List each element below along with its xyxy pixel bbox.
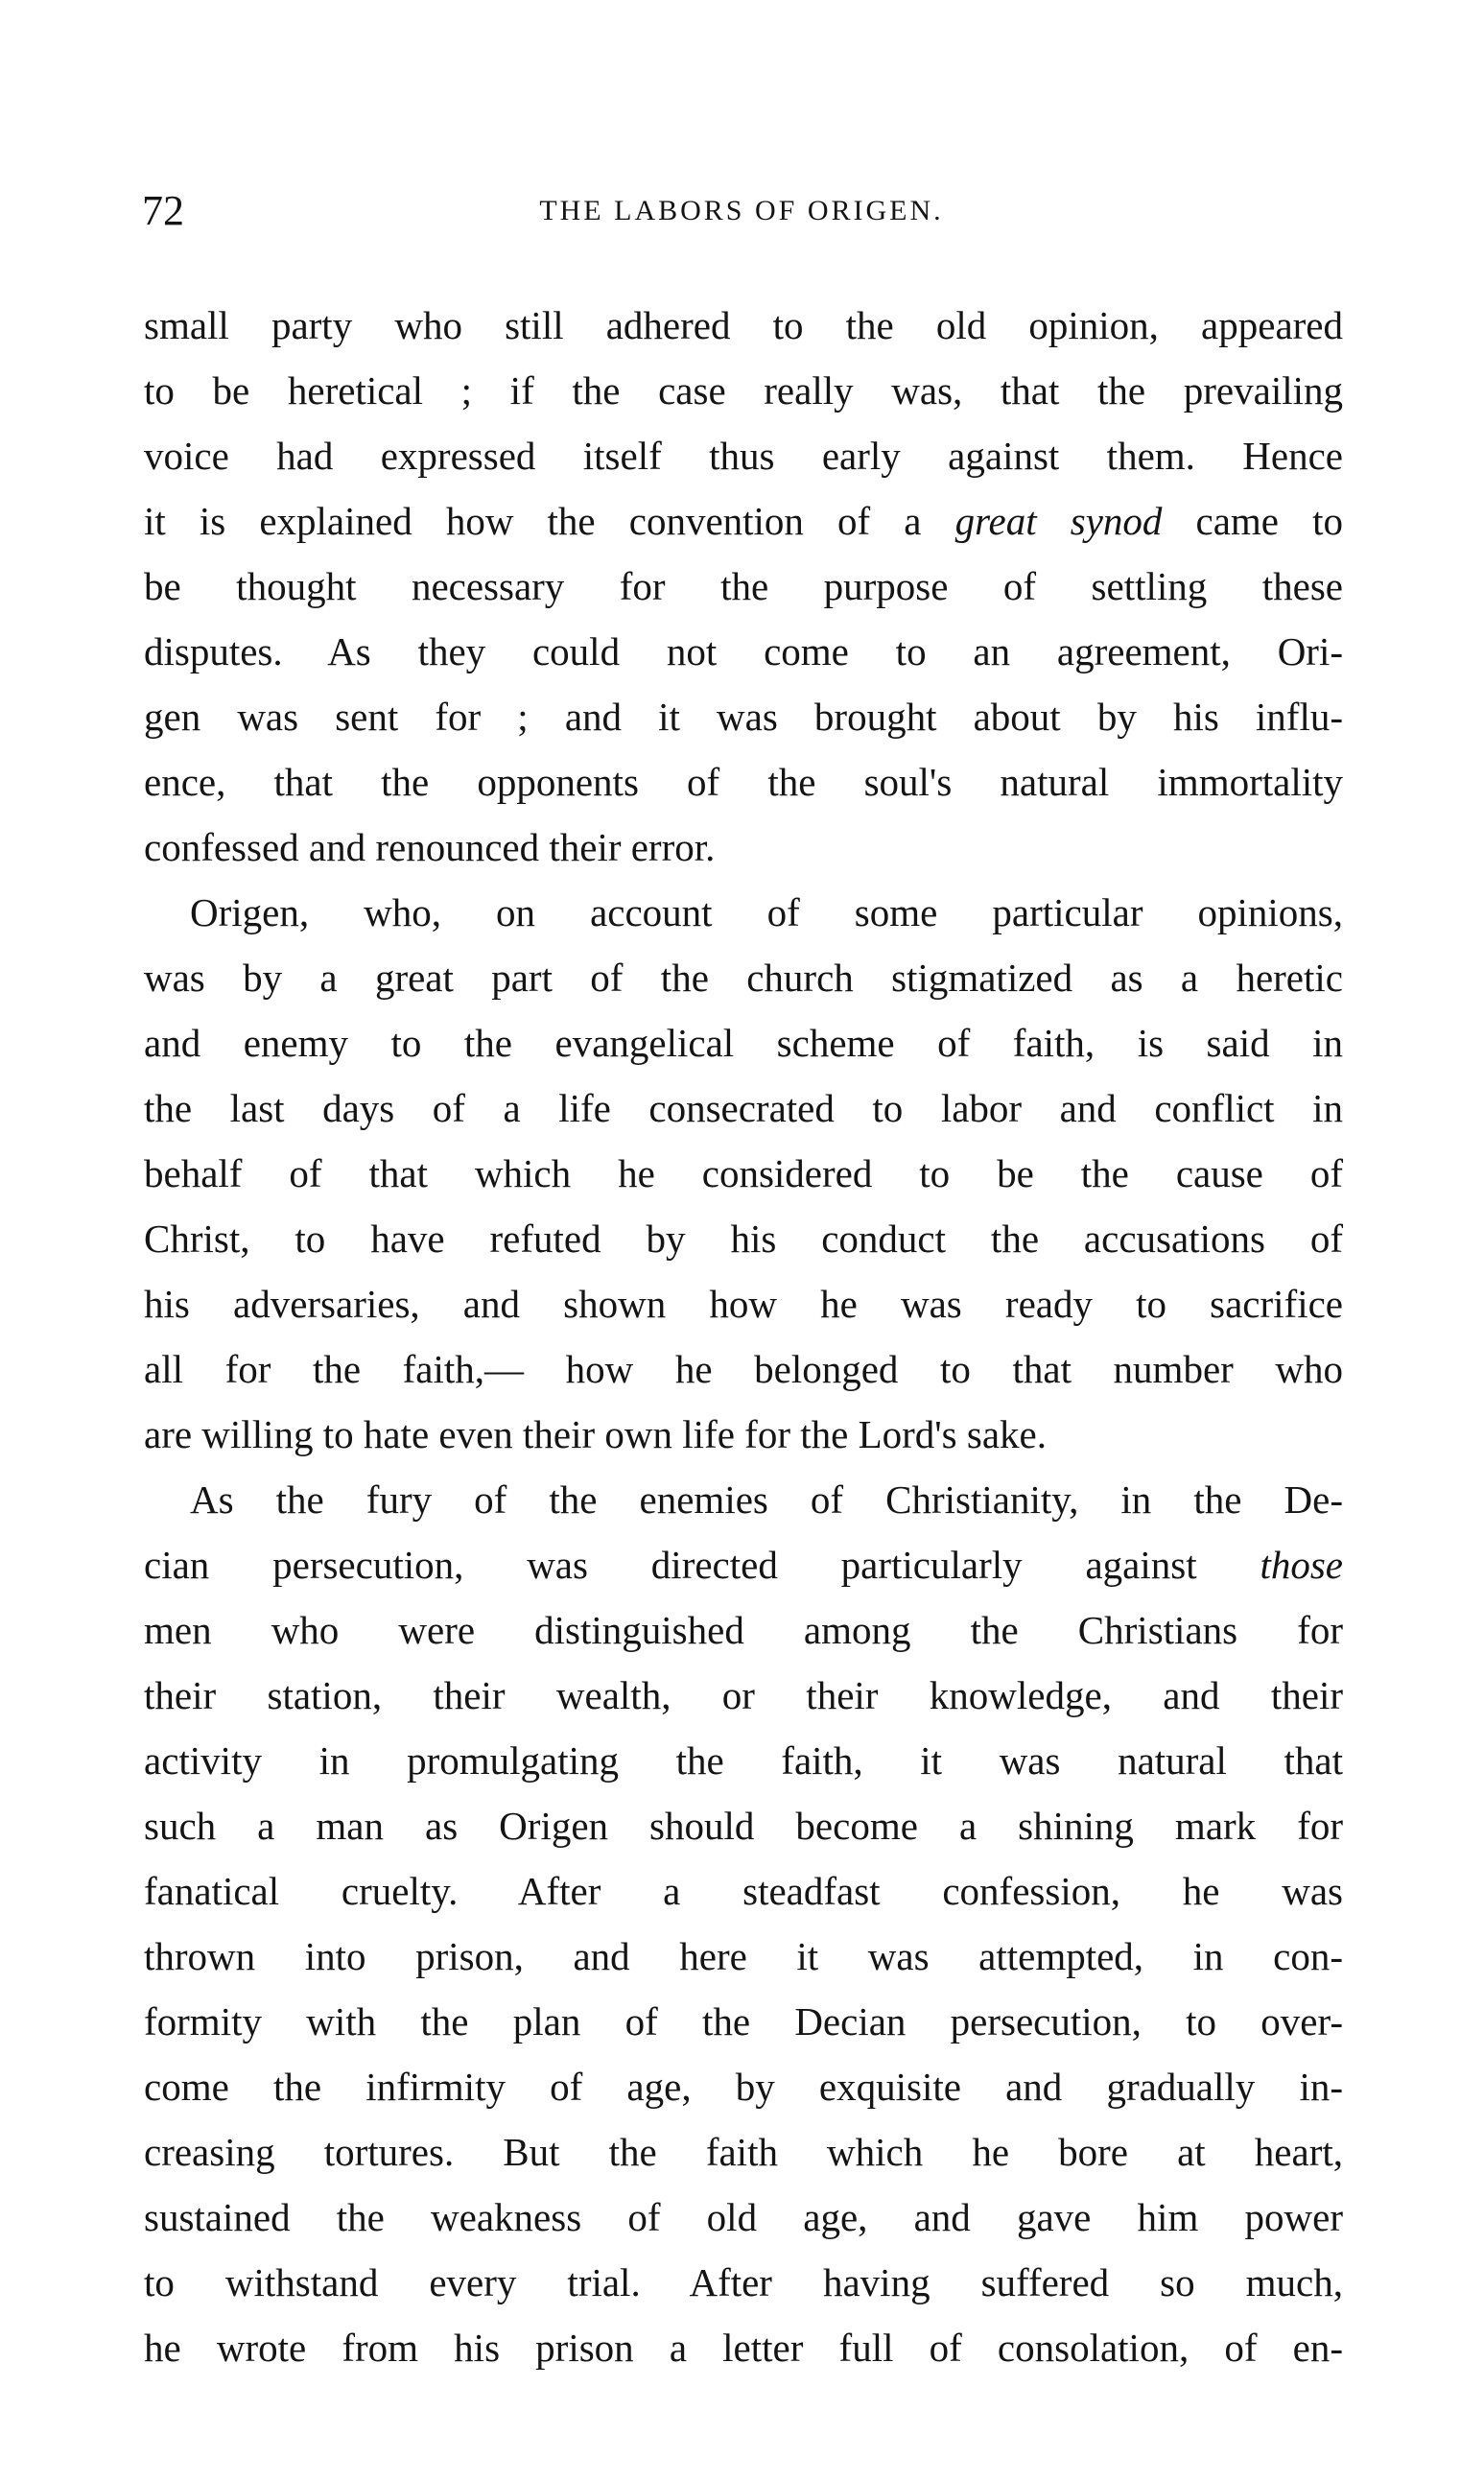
text-line: to withstand every trial. After having suffered so much, xyxy=(144,2260,1343,2304)
text-line: be thought necessary for the purpose of settling these xyxy=(144,564,1343,608)
text-line: their station, their wealth, or their knowledge, and their xyxy=(144,1673,1343,1717)
text-line: ence, that the opponents of the soul's natural immortality xyxy=(144,760,1343,804)
paragraph-2 xyxy=(144,880,1343,1467)
text-line: men who were distinguished among the Christians for xyxy=(144,1608,1343,1652)
text-line: such a man as Origen should become a shining mark for xyxy=(144,1804,1343,1848)
text-line: Origen, who, on account of some particular opinions, xyxy=(190,890,1343,934)
text-line: was by a great part of the church stigmatized as a heretic xyxy=(144,956,1343,1000)
text-line: fanatical cruelty. After a steadfast confession, he was xyxy=(144,1869,1343,1913)
text-line: sustained the weakness of old age, and gave him power xyxy=(144,2195,1343,2239)
body-text xyxy=(144,293,1343,2380)
text-line: he wrote from his prison a letter full of consolation, of en- xyxy=(144,2326,1343,2370)
text-line: confessed and renounced their error. xyxy=(144,825,716,869)
text-line-with-italic xyxy=(144,1532,1343,1597)
text-line: small party who still adhered to the old opinion, appeared xyxy=(144,303,1343,347)
text-line: and enemy to the evangelical scheme of faith, is said in xyxy=(144,1021,1343,1065)
italic-word: those xyxy=(1260,1543,1343,1587)
running-head: THE LABORS OF ORIGEN. xyxy=(539,195,944,226)
text-line: Christ, to have refuted by his conduct the accusations of xyxy=(144,1217,1343,1261)
text-line: thrown into prison, and here it was attempted, in con- xyxy=(144,1934,1343,1978)
italic-phrase: great synod xyxy=(954,499,1163,543)
text-line: As the fury of the enemies of Christianity, in the De- xyxy=(190,1477,1343,1522)
text-line-with-italic xyxy=(144,488,1343,554)
paragraph-1 xyxy=(144,293,1343,880)
text-line: come the infirmity of age, by exquisite and gradually in- xyxy=(144,2065,1343,2109)
page-number: 72 xyxy=(142,187,184,234)
text-line: all for the faith,— how he belonged to that number who xyxy=(144,1347,1343,1391)
page-header xyxy=(142,182,1341,240)
text-line: his adversaries, and shown how he was ready to sacrifice xyxy=(144,1282,1343,1326)
text-line: voice had expressed itself thus early against them. Hence xyxy=(144,434,1343,478)
text-line: activity in promulgating the faith, it was natural that xyxy=(144,1738,1343,1783)
text-line: disputes. As they could not come to an agreement, Ori- xyxy=(144,629,1343,673)
text-line: gen was sent for ; and it was brought about by his influ- xyxy=(144,695,1343,739)
paragraph-3 xyxy=(144,1467,1343,2380)
text-line: are willing to hate even their own life for the Lord's sake. xyxy=(144,1412,1047,1456)
text-segment: came to xyxy=(1162,499,1343,543)
text-line: the last days of a life consecrated to labor and conflict in xyxy=(144,1086,1343,1130)
text-line: to be heretical ; if the case really was, that the prevailing xyxy=(144,368,1343,413)
text-line: behalf of that which he considered to be the cause of xyxy=(144,1151,1343,1195)
text-segment: cian persecution, was directed particularly against xyxy=(144,1543,1260,1587)
text-line: creasing tortures. But the faith which he bore at heart, xyxy=(144,2130,1343,2174)
text-line: formity with the plan of the Decian persecution, to over- xyxy=(144,1999,1343,2044)
text-segment: it is explained how the convention of a xyxy=(144,499,955,543)
